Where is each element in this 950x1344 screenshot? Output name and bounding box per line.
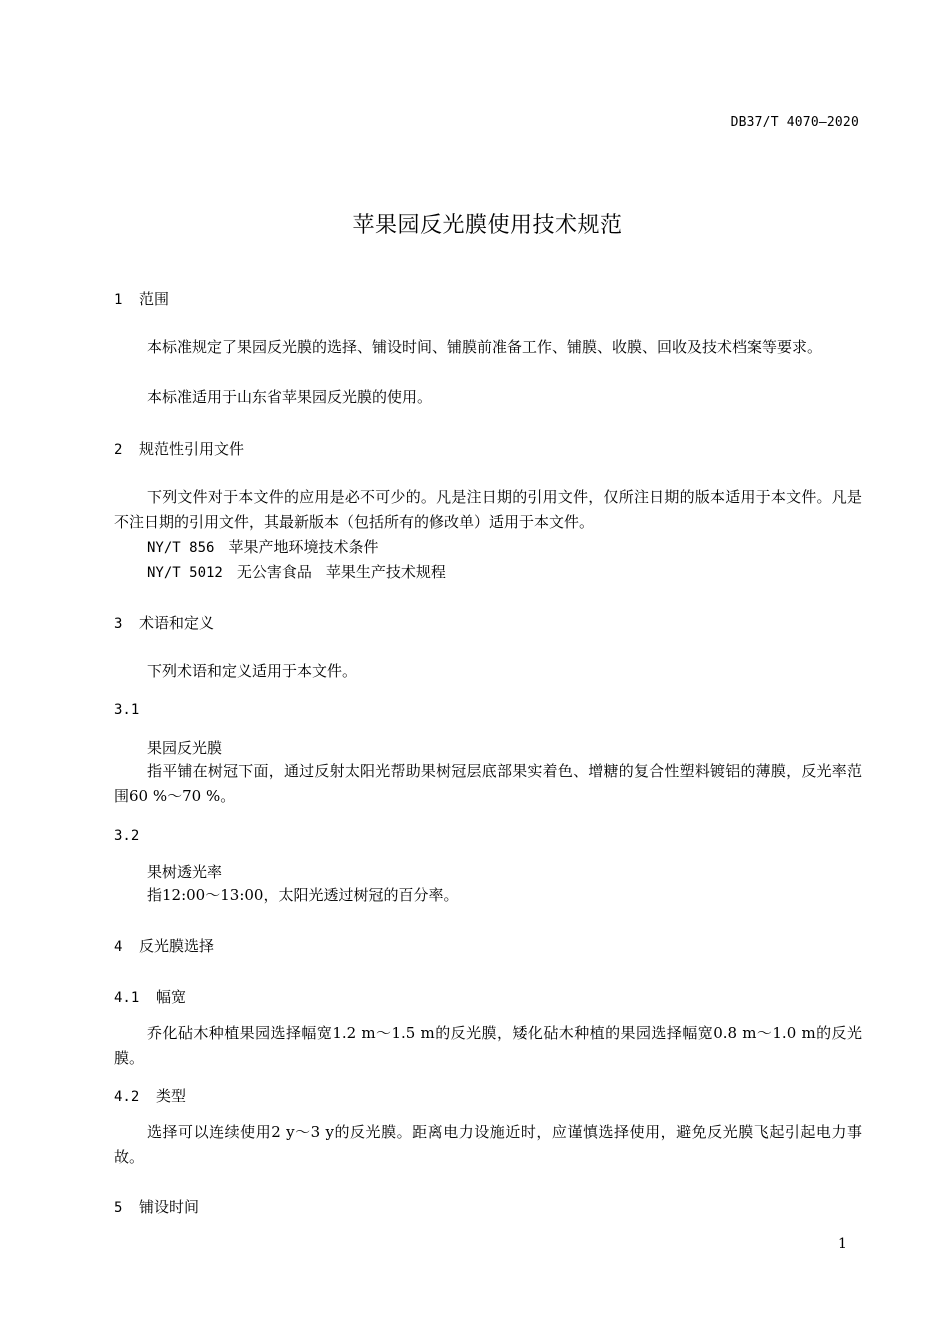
reference-name: 无公害食品: [236, 563, 312, 581]
section-number: 3: [114, 616, 123, 632]
section-number: 4: [114, 939, 123, 955]
paragraph: 本标准规定了果园反光膜的选择、铺设时间、铺膜前准备工作、铺膜、收膜、回收及技术档案等要求。: [147, 338, 823, 356]
section-number: 1: [114, 292, 123, 308]
document-code: DB37/T 4070—2020: [730, 115, 859, 130]
reference-name: 苹果产地环境技术条件: [228, 538, 379, 556]
paragraph: 下列文件对于本文件的应用是必不可少的。凡是注日期的引用文件，仅所注日期的版本适用于本文件。凡是不注日期的引用文件，其最新版本（包括所有的修改单）适用于本文件。: [114, 488, 862, 531]
section-title: 铺设时间: [139, 1198, 200, 1216]
section-heading-1: [114, 288, 169, 309]
page-number: 1: [838, 1236, 847, 1252]
section-heading-2: [114, 438, 244, 459]
term-number: 3.2: [114, 828, 140, 844]
term-number: 3.1: [114, 702, 140, 718]
paragraph: 选择可以连续使用2 y～3 y的反光膜。距离电力设施近时，应谨慎选择使用，避免反光膜飞起引起电力事故。: [114, 1123, 862, 1166]
reference-item: [147, 536, 378, 557]
document-title: 苹果园反光膜使用技术规范: [352, 213, 623, 238]
section-title: 范围: [139, 290, 170, 308]
section-title: 反光膜选择: [139, 937, 215, 955]
reference-code: NY/T 5012: [147, 565, 223, 581]
subsection-heading-4-1: [114, 986, 186, 1007]
reference-code: NY/T 856: [147, 540, 215, 556]
reference-name-part: 苹果生产技术规程: [325, 563, 446, 581]
term-name: 果园反光膜: [147, 739, 223, 757]
section-number: 5: [114, 1200, 123, 1216]
paragraph: 本标准适用于山东省苹果园反光膜的使用。: [147, 388, 433, 406]
section-title: 术语和定义: [139, 614, 215, 632]
section-title: 规范性引用文件: [139, 440, 245, 458]
paragraph: 下列术语和定义适用于本文件。: [147, 662, 358, 680]
paragraph: 乔化砧木种植果园选择幅宽1.2 m～1.5 m的反光膜，矮化砧木种植的果园选择幅宽0.8 m～1.0 m的反光膜。: [114, 1024, 862, 1067]
reference-item: [147, 561, 446, 582]
term-definition: 指12:00～13:00，太阳光透过树冠的百分率。: [147, 886, 459, 904]
subsection-title: 幅宽: [156, 988, 187, 1006]
section-number: 2: [114, 442, 123, 458]
section-heading-3: [114, 612, 214, 633]
subsection-number: 4.1: [114, 990, 140, 1006]
subsection-title: 类型: [156, 1087, 187, 1105]
subsection-number: 4.2: [114, 1089, 140, 1105]
section-heading-4: [114, 935, 214, 956]
term-name: 果树透光率: [147, 863, 223, 881]
subsection-heading-4-2: [114, 1085, 186, 1106]
term-definition: 指平铺在树冠下面，通过反射太阳光帮助果树冠层底部果实着色、增糖的复合性塑料镀铝的薄膜，反光率范围60 %～70 %。: [114, 762, 862, 805]
section-heading-5: [114, 1196, 199, 1217]
